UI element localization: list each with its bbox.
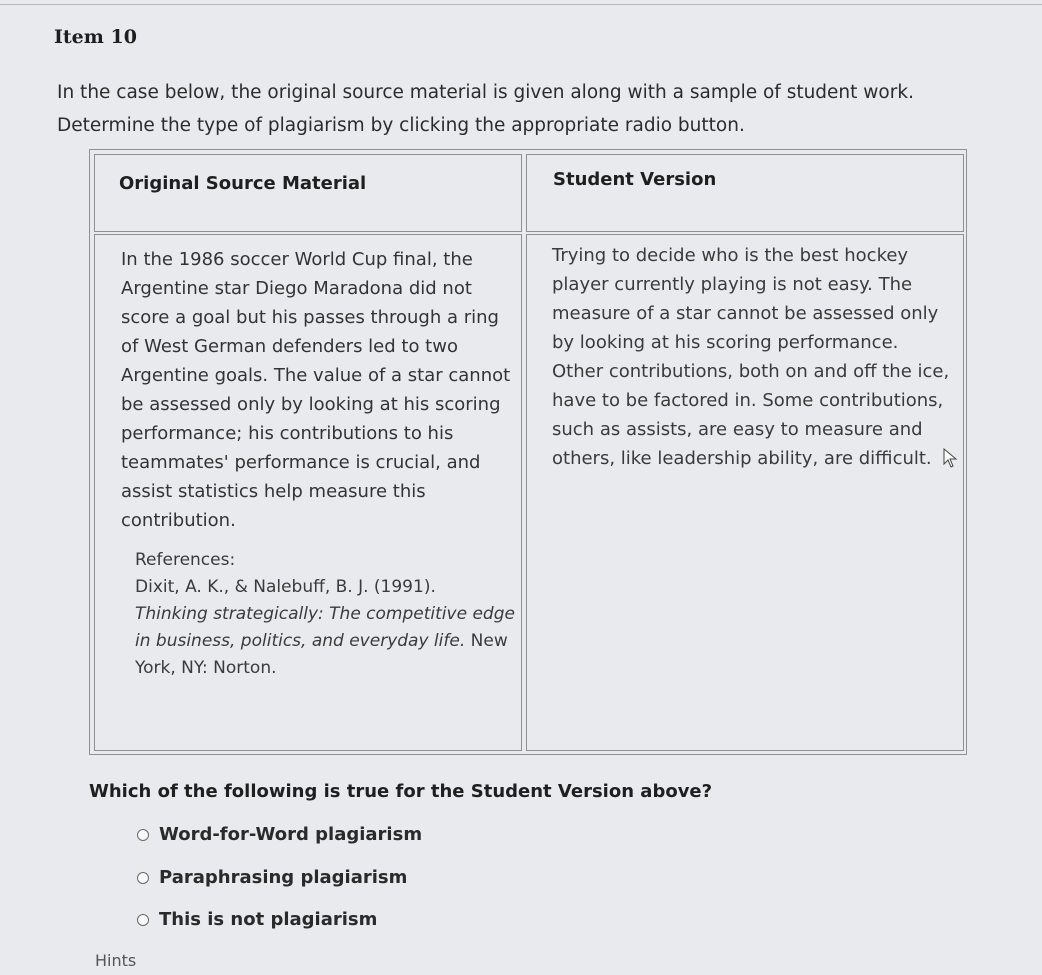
reference-authors: Dixit, A. K., & Nalebuff, B. J. (1991). — [135, 577, 436, 597]
student-body-cell — [526, 234, 964, 751]
option-paraphrasing[interactable] — [137, 867, 407, 888]
reference-title: Thinking strategically: The competitive edge in business, politics, and everyday life. — [135, 604, 515, 651]
student-version-text: Trying to decide who is the best hockey player currently playing is not easy. The measure of a star cannot be assessed only by looking at his scoring performance. Other contributions, both on and off the ice, have to be factored in. Some contributions, such as assists, are easy to measure and others, like leadership ability, are difficult. — [552, 245, 950, 469]
option-not-plagiarism[interactable] — [137, 909, 377, 930]
student-header-cell — [526, 154, 964, 232]
hints-link[interactable]: Hints — [95, 951, 137, 970]
original-source-header: Original Source Material — [119, 173, 367, 194]
original-source-text: In the 1986 soccer World Cup final, the Argentine star Diego Maradona did not score a goal but his passes through a ring of West German defenders led to two Argentine goals. The value of a star cannot be assessed only by looking at his scoring performance; his contributions to his teammates' performance is crucial, and assist statistics help measure this contribution. — [121, 249, 511, 531]
option-label: Word-for-Word plagiarism — [159, 824, 423, 845]
option-label: Paraphrasing plagiarism — [159, 867, 408, 888]
reference-publisher: New York, NY: Norton. — [135, 631, 508, 678]
top-divider — [0, 4, 1042, 5]
comparison-table — [89, 149, 967, 755]
references-label: References: — [135, 550, 236, 570]
instructions-line-1: In the case below, the original source material is given along with a sample of student work. — [57, 82, 914, 103]
instructions — [57, 76, 957, 142]
question-prompt: Which of the following is true for the Student Version above? — [89, 781, 713, 802]
option-label: This is not plagiarism — [159, 909, 378, 930]
student-version-header: Student Version — [553, 169, 717, 190]
radio-button-icon[interactable] — [137, 872, 149, 884]
option-word-for-word[interactable] — [137, 824, 422, 845]
mouse-pointer-icon — [943, 448, 959, 468]
original-body-cell — [94, 234, 522, 751]
radio-button-icon[interactable] — [137, 829, 149, 841]
instructions-line-2: Determine the type of plagiarism by clicking the appropriate radio button. — [57, 115, 745, 136]
references — [135, 547, 515, 682]
original-header-cell — [94, 154, 522, 232]
radio-button-icon[interactable] — [137, 914, 149, 926]
item-title: Item 10 — [54, 26, 137, 48]
